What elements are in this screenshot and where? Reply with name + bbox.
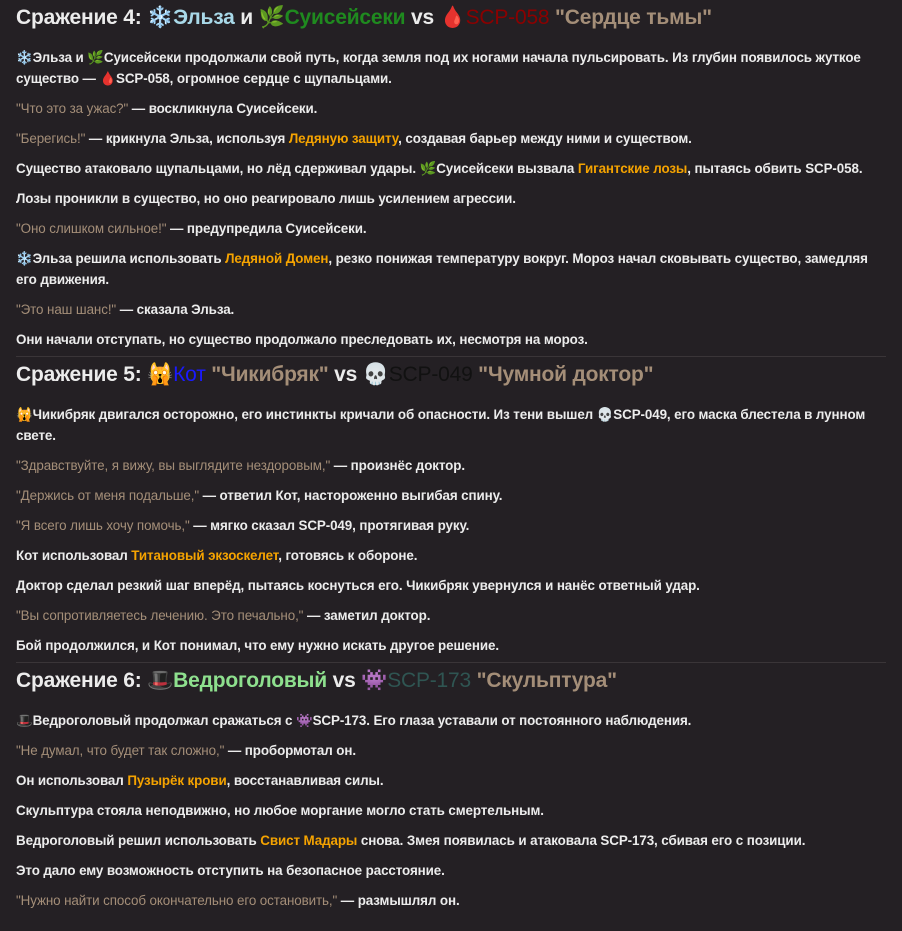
text-segment: vs bbox=[327, 669, 362, 692]
skull-icon: 💀 bbox=[362, 363, 389, 386]
text-segment: , резко понижая температуру вокруг. Мороз начал сковывать существо, замедляя его движения. bbox=[16, 251, 868, 287]
snowflake-icon: ❄️ bbox=[16, 50, 33, 65]
text-segment: SCP-049, его маска блестела в лунном свете. bbox=[16, 407, 866, 443]
text-segment: — ответил Кот, настороженно выгибая спину. bbox=[199, 488, 503, 503]
skill-name: Титановый экзоскелет bbox=[131, 548, 279, 563]
text-segment: , пытаясь обвить SCP-058. bbox=[687, 161, 863, 176]
alien-monster-icon: 👾 bbox=[361, 669, 388, 692]
text-segment: Ведроголовый решил использовать bbox=[16, 833, 261, 848]
text-segment: Лозы проникли в существо, но оно реагировало лишь усилением агрессии. bbox=[16, 191, 516, 206]
dialogue-quote: "Это наш шанс!" bbox=[16, 302, 117, 317]
cat-icon: 🙀 bbox=[16, 407, 33, 422]
skull-icon: 💀 bbox=[596, 407, 614, 422]
story-paragraph bbox=[16, 890, 886, 911]
text-segment: Бой продолжился, и Кот понимал, что ему нужно искать другое решение. bbox=[16, 638, 499, 653]
text-segment: vs bbox=[405, 6, 440, 29]
dialogue-quote: "Нужно найти способ окончательно его остановить," bbox=[16, 893, 338, 908]
text-segment: , создавая барьер между ними и существом. bbox=[398, 131, 692, 146]
character-name: Суисейсеки bbox=[284, 6, 406, 29]
text-segment: , готовясь к обороне. bbox=[278, 548, 418, 563]
story-paragraph bbox=[16, 860, 886, 881]
text-segment: Ведроголовый продолжал сражаться с bbox=[32, 713, 297, 728]
text-segment: Доктор сделал резкий шаг вперёд, пытаясь коснуться его. Чикибряк увернулся и нанёс ответный удар. bbox=[16, 578, 700, 593]
text-segment: Они начали отступать, но существо продолжало преследовать их, несмотря на мороз. bbox=[16, 332, 588, 347]
dialogue-quote: "Оно слишком сильное!" bbox=[16, 221, 167, 236]
story-paragraph bbox=[16, 635, 886, 656]
herb-icon: 🌿 bbox=[87, 50, 104, 65]
text-segment: Кот использовал bbox=[16, 548, 132, 563]
text-segment: Эльза и bbox=[32, 50, 88, 65]
dialogue-quote: "Что это за ужас?" bbox=[16, 101, 129, 116]
cat-icon: 🙀 bbox=[147, 363, 174, 386]
text-segment: vs bbox=[328, 363, 363, 386]
text-segment: — сказала Эльза. bbox=[116, 302, 235, 317]
battle-heading bbox=[16, 360, 886, 390]
story-paragraph bbox=[16, 158, 886, 179]
battle-section bbox=[16, 662, 886, 911]
text-segment: и bbox=[234, 6, 259, 29]
story-paragraph bbox=[16, 830, 886, 851]
dialogue-quote: "Не думал, что будет так сложно," bbox=[16, 743, 225, 758]
story-paragraph bbox=[16, 329, 886, 350]
text-segment: Сражение 4: bbox=[16, 6, 148, 29]
story-paragraph bbox=[16, 248, 886, 290]
battle-heading bbox=[16, 666, 886, 696]
story-paragraph bbox=[16, 800, 886, 821]
text-segment: — предупредила Суисейсеки. bbox=[166, 221, 367, 236]
text-segment: — заметил доктор. bbox=[303, 608, 431, 623]
text-segment: — мягко сказал SCP-049, протягивая руку. bbox=[189, 518, 470, 533]
character-name: "Чумной доктор" bbox=[472, 363, 654, 386]
skill-name: Ледяной Домен bbox=[225, 251, 329, 266]
story-paragraph bbox=[16, 299, 886, 320]
dialogue-quote: "Я всего лишь хочу помочь," bbox=[16, 518, 190, 533]
top-hat-icon: 🎩 bbox=[16, 713, 33, 728]
story-paragraph bbox=[16, 545, 886, 566]
dialogue-quote: "Здравствуйте, я вижу, вы выглядите нездоровым," bbox=[16, 458, 331, 473]
dialogue-quote: "Держись от меня подальше," bbox=[16, 488, 199, 503]
character-name: Эльза bbox=[173, 6, 235, 29]
story-paragraph bbox=[16, 47, 886, 89]
battle-section bbox=[16, 0, 886, 350]
character-name: Ведроголовый bbox=[173, 669, 327, 692]
dialogue-quote: "Вы сопротивляетесь лечению. Это печально," bbox=[16, 608, 304, 623]
story-paragraph bbox=[16, 485, 886, 506]
text-segment: — крикнула Эльза, используя bbox=[85, 131, 289, 146]
character-name: "Чикибряк" bbox=[205, 363, 329, 386]
snowflake-icon: ❄️ bbox=[147, 6, 174, 29]
herb-icon: 🌿 bbox=[258, 6, 285, 29]
dialogue-quote: "Берегись!" bbox=[16, 131, 86, 146]
skill-name: Гигантские лозы bbox=[577, 161, 688, 176]
text-segment: Существо атаковало щупальцами, но лёд сдерживал удары. bbox=[16, 161, 420, 176]
story-paragraph bbox=[16, 128, 886, 149]
herb-icon: 🌿 bbox=[419, 161, 437, 176]
character-name: SCP-058 bbox=[465, 6, 550, 29]
text-segment: — произнёс доктор. bbox=[330, 458, 465, 473]
text-segment: , восстанавливая силы. bbox=[226, 773, 384, 788]
blood-drop-icon: 🩸 bbox=[99, 71, 117, 86]
text-segment: Сражение 5: bbox=[16, 363, 148, 386]
character-name: SCP-049 bbox=[388, 363, 473, 386]
text-segment: снова. Змея появилась и атаковала SCP-173, сбивая его с позиции. bbox=[357, 833, 806, 848]
battle-heading bbox=[16, 3, 886, 33]
snowflake-icon: ❄️ bbox=[16, 251, 33, 266]
text-segment: — размышлял он. bbox=[337, 893, 460, 908]
text-segment: Чикибряк двигался осторожно, его инстинкты кричали об опасности. Из тени вышел bbox=[32, 407, 597, 422]
skill-name: Пузырёк крови bbox=[127, 773, 227, 788]
skill-name: Свист Мадары bbox=[260, 833, 358, 848]
story-paragraph bbox=[16, 98, 886, 119]
text-segment: Это дало ему возможность отступить на безопасное расстояние. bbox=[16, 863, 445, 878]
text-segment: Он использовал bbox=[16, 773, 128, 788]
character-name: "Скульптура" bbox=[471, 669, 617, 692]
text-segment: Суисейсеки вызвала bbox=[436, 161, 578, 176]
story-paragraph bbox=[16, 188, 886, 209]
story-paragraph bbox=[16, 515, 886, 536]
text-segment: Эльза решила использовать bbox=[32, 251, 226, 266]
story-paragraph bbox=[16, 770, 886, 791]
story-paragraph bbox=[16, 404, 886, 446]
text-segment: Скульптура стояла неподвижно, но любое моргание могло стать смертельным. bbox=[16, 803, 544, 818]
character-name: "Сердце тьмы" bbox=[549, 6, 712, 29]
character-name: SCP-173 bbox=[387, 669, 471, 692]
text-segment: — воскликнула Суисейсеки. bbox=[128, 101, 318, 116]
text-segment: — пробормотал он. bbox=[224, 743, 356, 758]
top-hat-icon: 🎩 bbox=[147, 669, 174, 692]
blood-drop-icon: 🩸 bbox=[439, 6, 466, 29]
text-segment: Сражение 6: bbox=[16, 669, 148, 692]
character-name: Кот bbox=[173, 363, 206, 386]
text-segment: SCP-173. Его глаза уставали от постоянного наблюдения. bbox=[312, 713, 692, 728]
text-segment: SCP-058, огромное сердце с щупальцами. bbox=[116, 71, 392, 86]
alien-monster-icon: 👾 bbox=[296, 713, 313, 728]
skill-name: Ледяную защиту bbox=[288, 131, 399, 146]
story-paragraph bbox=[16, 740, 886, 761]
story-paragraph bbox=[16, 605, 886, 626]
story-paragraph bbox=[16, 455, 886, 476]
story-paragraph bbox=[16, 710, 886, 731]
battle-section bbox=[16, 356, 886, 656]
text-segment: Суисейсеки продолжали свой путь, когда земля под их ногами начала пульсировать. Из глубин появилось жуткое существо — bbox=[16, 50, 861, 86]
story-paragraph bbox=[16, 575, 886, 596]
story-paragraph bbox=[16, 218, 886, 239]
